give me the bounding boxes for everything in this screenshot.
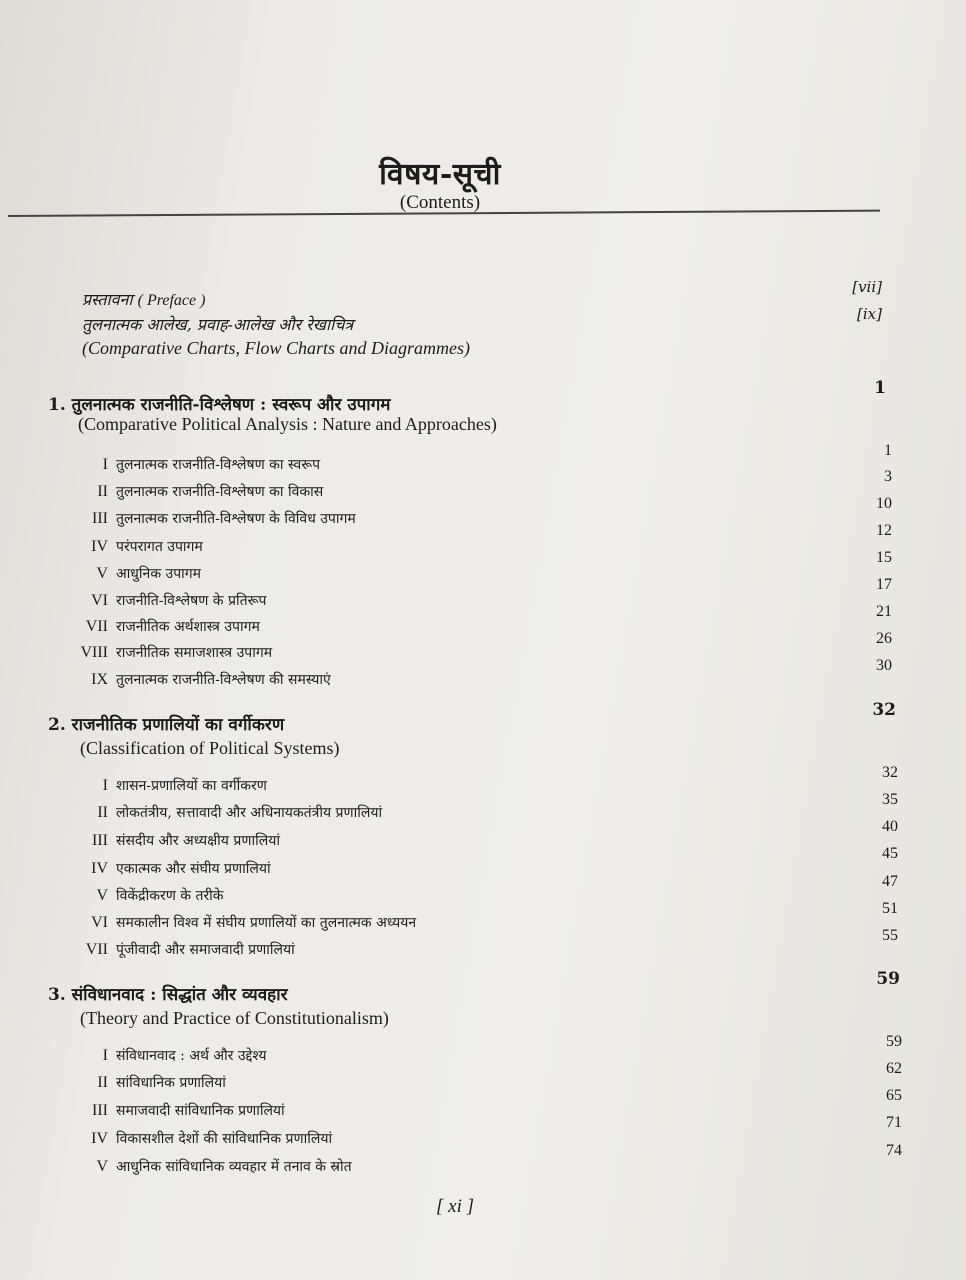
- charts-page: [ix]: [857, 305, 882, 323]
- list-item: [66, 940, 295, 959]
- section-title: विकासशील देशों की सांविधानिक प्रणालियां: [116, 1131, 333, 1147]
- list-item: [66, 591, 266, 610]
- section-number: V: [96, 887, 108, 904]
- section-number: IV: [91, 1130, 108, 1147]
- chapter-3-page: 59: [876, 969, 900, 989]
- list-item: [66, 670, 331, 689]
- chapter-1-subtitle: (Comparative Political Analysis : Nature and Approaches): [78, 414, 497, 434]
- section-number: IX: [91, 671, 108, 688]
- section-page: 17: [876, 576, 892, 593]
- section-page: 1: [884, 442, 892, 459]
- section-page: 12: [876, 522, 892, 539]
- preface-page: [vii]: [852, 278, 882, 296]
- section-page: 51: [882, 900, 898, 917]
- section-title: तुलनात्मक राजनीति-विश्लेषण के विविध उपागम: [116, 511, 356, 527]
- preface-label-hi: प्रस्तावना: [82, 290, 133, 309]
- section-page: 35: [882, 791, 898, 808]
- list-item: [66, 455, 320, 474]
- list-item: [66, 643, 272, 662]
- section-title: एकात्मक और संघीय प्रणालियां: [116, 861, 271, 877]
- section-number: II: [97, 804, 108, 821]
- list-item: [66, 617, 260, 636]
- section-title: तुलनात्मक राजनीति-विश्लेषण की समस्याएं: [116, 672, 331, 688]
- front-matter-preface: [82, 288, 205, 310]
- section-page: 26: [876, 630, 892, 647]
- chapter-2-subtitle: (Classification of Political Systems): [80, 738, 340, 758]
- list-item: [66, 886, 224, 905]
- list-item: [66, 803, 382, 822]
- chapter-2-title: [48, 712, 284, 735]
- chapter-number: 1.: [48, 395, 66, 415]
- list-item: [66, 509, 356, 528]
- chapter-title-text: राजनीतिक प्रणालियों का वर्गीकरण: [71, 715, 285, 735]
- section-number: V: [96, 565, 108, 582]
- section-title: पूंजीवादी और समाजवादी प्रणालियां: [116, 942, 295, 958]
- section-title: लोकतंत्रीय, सत्तावादी और अधिनायकतंत्रीय प्रणालियां: [116, 805, 383, 821]
- section-title: आधुनिक सांविधानिक व्यवहार में तनाव के स्रोत: [116, 1159, 352, 1175]
- page-number: [ xi ]: [436, 1196, 474, 1217]
- list-item: [66, 537, 203, 556]
- section-title: राजनीति-विश्लेषण के प्रतिरूप: [116, 593, 267, 609]
- section-page: 62: [886, 1060, 902, 1077]
- section-page: 30: [876, 657, 892, 674]
- section-number: II: [97, 483, 108, 500]
- section-page: 55: [882, 927, 898, 944]
- section-number: VIII: [80, 644, 108, 661]
- section-number: III: [92, 1102, 108, 1119]
- preface-label-en: ( Preface ): [137, 292, 206, 309]
- section-title: शासन-प्रणालियों का वर्गीकरण: [116, 778, 267, 794]
- chapter-title-text: तुलनात्मक राजनीति-विश्लेषण : स्वरूप और उपागम: [71, 395, 391, 415]
- list-item: [66, 1129, 332, 1148]
- list-item: [66, 913, 416, 932]
- front-matter-charts-en: (Comparative Charts, Flow Charts and Diagrammes): [82, 338, 471, 358]
- section-number: I: [102, 777, 108, 794]
- section-title: विकेंद्रीकरण के तरीके: [116, 888, 224, 904]
- section-number: VII: [85, 618, 108, 635]
- list-item: [66, 1101, 285, 1120]
- section-page: 3: [884, 468, 892, 485]
- list-item: [66, 859, 271, 878]
- chapter-1-title: [48, 392, 390, 415]
- section-page: 21: [876, 603, 892, 620]
- section-title: तुलनात्मक राजनीति-विश्लेषण का विकास: [116, 484, 324, 500]
- section-page: 32: [882, 764, 898, 781]
- chapter-number: 3.: [48, 985, 66, 1005]
- section-page: 47: [882, 873, 898, 890]
- section-number: I: [102, 1047, 108, 1064]
- list-item: [66, 1073, 226, 1092]
- chapter-title-text: संविधानवाद : सिद्धांत और व्यवहार: [71, 985, 288, 1005]
- chapter-3-title: [48, 982, 288, 1005]
- section-title: सांविधानिक प्रणालियां: [116, 1075, 226, 1091]
- section-number: VI: [91, 914, 108, 931]
- list-item: [66, 1157, 352, 1176]
- list-item: [66, 831, 280, 850]
- section-page: 74: [886, 1142, 902, 1159]
- section-title: परंपरागत उपागम: [116, 539, 203, 555]
- chapter-1-page: 1: [874, 378, 886, 398]
- section-page: 71: [886, 1114, 902, 1131]
- section-title: आधुनिक उपागम: [116, 566, 202, 582]
- section-number: VII: [85, 941, 108, 958]
- section-number: IV: [91, 538, 108, 555]
- chapter-3-subtitle: (Theory and Practice of Constitutionalism): [80, 1008, 389, 1028]
- page-subtitle: (Contents): [399, 192, 481, 213]
- section-title: समकालीन विश्व में संघीय प्रणालियों का तुलनात्मक अध्ययन: [116, 915, 417, 931]
- section-number: IV: [91, 860, 108, 877]
- list-item: [66, 776, 267, 795]
- front-matter-charts-hi: तुलनात्मक आलेख, प्रवाह-आलेख और रेखाचित्र: [82, 315, 354, 334]
- section-number: II: [97, 1074, 108, 1091]
- section-title: संसदीय और अध्यक्षीय प्रणालियां: [116, 833, 280, 849]
- section-title: राजनीतिक समाजशास्त्र उपागम: [116, 645, 273, 661]
- section-title: संविधानवाद : अर्थ और उद्देश्य: [116, 1048, 267, 1064]
- list-item: [66, 1046, 266, 1065]
- page-title: विषय-सूची: [379, 157, 501, 192]
- section-number: VI: [91, 592, 108, 609]
- section-page: 59: [886, 1033, 902, 1050]
- bleed-through: [790, 40, 794, 55]
- section-title: राजनीतिक अर्थशास्त्र उपागम: [116, 619, 260, 635]
- section-page: 65: [886, 1087, 902, 1104]
- section-number: III: [92, 832, 108, 849]
- section-number: III: [92, 510, 108, 527]
- section-page: 45: [882, 845, 898, 862]
- list-item: [66, 564, 201, 583]
- section-number: I: [102, 456, 108, 473]
- section-title: समाजवादी सांविधानिक प्रणालियां: [116, 1103, 285, 1119]
- section-page: 15: [876, 549, 892, 566]
- chapter-number: 2.: [48, 715, 66, 735]
- section-page: 10: [876, 495, 892, 512]
- section-number: V: [96, 1158, 108, 1175]
- chapter-2-page: 32: [872, 700, 896, 720]
- list-item: [66, 482, 323, 501]
- section-title: तुलनात्मक राजनीति-विश्लेषण का स्वरूप: [116, 457, 321, 473]
- section-page: 40: [882, 818, 898, 835]
